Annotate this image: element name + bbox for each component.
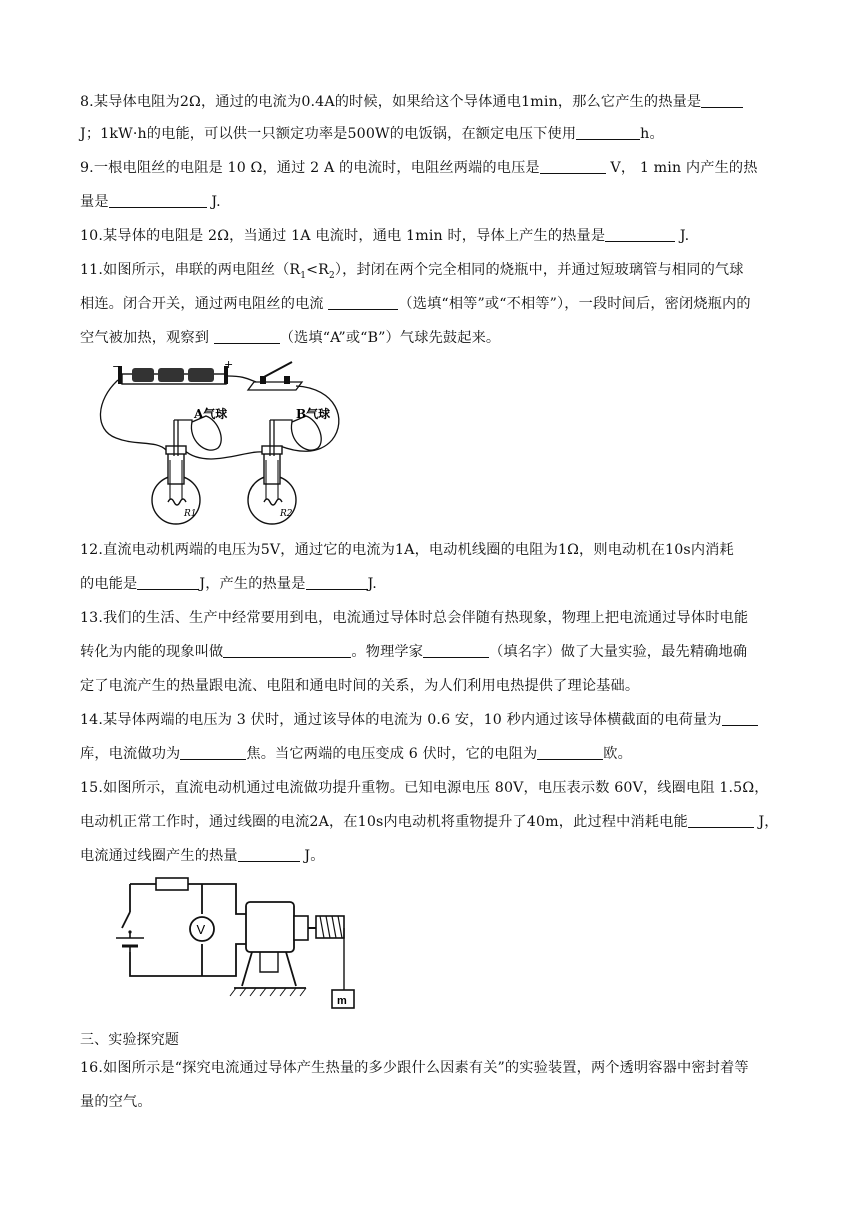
q9-text-2: V， 1 min 内产生的热 — [605, 160, 758, 176]
wire-4 — [184, 450, 262, 459]
q16-line-2 — [80, 1092, 780, 1112]
q15-blank-2[interactable] — [238, 847, 300, 862]
q10-text-2: J. — [675, 228, 690, 244]
wire-2 — [228, 376, 256, 382]
q12-line-2 — [80, 574, 780, 594]
q12-blank-2[interactable] — [306, 575, 368, 590]
q13-text-3: 。物理学家 — [351, 644, 424, 660]
q8-line-2 — [80, 124, 780, 144]
q13-line-3 — [80, 676, 780, 696]
q9-blank-2[interactable] — [109, 193, 207, 208]
q14-blank-3[interactable] — [537, 745, 603, 760]
q13-text-4: （填名字）做了大量实验，最先精确地确 — [489, 644, 748, 660]
q15-text-3: J， — [753, 814, 779, 830]
q14-line-1 — [80, 710, 780, 730]
q8-text: 8.某导体电阻为2Ω，通过的电流为0.4A的时候，如果给这个导体通电1min，那么它产生的热量是 — [80, 94, 702, 110]
q12-text-3: J，产生的热量是 — [199, 576, 306, 592]
q14-line-2 — [80, 744, 780, 764]
q16-text-2: 量的空气。 — [80, 1094, 152, 1110]
q15-text-4: 电流通过线圈产生的热量 — [80, 848, 238, 864]
section-3-text: 三、实验探究题 — [80, 1032, 180, 1048]
q15-line-1 — [80, 778, 780, 798]
balloon-b — [291, 416, 321, 450]
minus-label: − — [112, 360, 122, 373]
q9-line-2 — [80, 192, 780, 212]
q13-line-1 — [80, 608, 780, 628]
q14-text: 14.某导体两端的电压为 3 伏时，通过该导体的电流为 0.6 安，10 秒内通过该导体横截面的电荷量为 — [80, 712, 722, 728]
q10-line-1 — [80, 226, 780, 246]
q11-blank-1[interactable] — [328, 295, 398, 310]
q11-circuit-figure — [96, 360, 356, 528]
q12-blank-1[interactable] — [137, 575, 199, 590]
q11-line-2 — [80, 294, 780, 314]
q14-blank-1[interactable] — [722, 711, 758, 726]
q8-line-1 — [80, 92, 780, 112]
q11-text-6: 空气被加热，观察到 — [80, 330, 214, 346]
battery-pack — [112, 360, 233, 384]
q11-blank-2[interactable] — [214, 329, 280, 344]
q15-text: 15.如图所示，直流电动机通过电流做功提升重物。已知电源电压 80V，电压表示数 60V，线圈电阻 1.5Ω， — [80, 780, 769, 796]
q10-blank[interactable] — [605, 227, 675, 242]
q11-text-2: <R — [306, 262, 329, 278]
q11-text: 11.如图所示，串联的两电阻丝（R — [80, 262, 301, 278]
q11-sub-2: 2 — [329, 270, 335, 281]
q8-text-3: h。 — [640, 126, 664, 142]
q13-blank-1[interactable] — [223, 643, 351, 658]
mass-label: m — [337, 995, 347, 1007]
q15-line-3 — [80, 846, 780, 866]
motor-circuit-wires — [130, 884, 246, 976]
voltmeter-label: V — [196, 922, 206, 937]
q9-text: 9.一根电阻丝的电阻是 10 Ω，通过 2 A 的电流时，电阻丝两端的电压是 — [80, 160, 540, 176]
q13-text: 13.我们的生活、生产中经常要用到电，电流通过导体时总会伴随有热现象，物理上把电流通过导体时电能 — [80, 610, 749, 626]
q13-blank-2[interactable] — [423, 643, 489, 658]
q10-text: 10.某导体的电阻是 2Ω，当通过 1A 电流时，通电 1min 时，导体上产生的热量是 — [80, 228, 606, 244]
q9-line-1 — [80, 158, 780, 178]
q11-line-3 — [80, 328, 780, 348]
section-3-title — [80, 1030, 780, 1050]
q16-text: 16.如图所示是“探究电流通过导体产生热量的多少跟什么因素有关”的实验装置，两个透明容器中密封着等 — [80, 1060, 749, 1076]
plus-label: + — [224, 360, 234, 371]
q14-blank-2[interactable] — [180, 745, 246, 760]
resistor — [156, 878, 188, 890]
q11-text-4: 相连。闭合开关，通过两电阻丝的电流 — [80, 296, 329, 312]
q14-text-3: 焦。当它两端的电压变成 6 伏时，它的电阻为 — [246, 746, 538, 762]
motor — [230, 902, 316, 996]
q8-text-2: J；1kW·h的电能，可以供一只额定功率是500W的电饭锅，在额定电压下使用 — [80, 126, 577, 142]
q11-line-1 — [80, 260, 780, 286]
q9-blank-1[interactable] — [540, 159, 606, 174]
q15-line-2 — [80, 812, 780, 832]
q11-text-7: （选填“A”或“B”）气球先鼓起来。 — [279, 330, 501, 346]
winch-drum — [316, 916, 344, 990]
q8-blank-1[interactable] — [701, 93, 743, 108]
switch — [248, 362, 302, 390]
q15-text-2: 电动机正常工作时，通过线圈的电流2A，在10s内电动机将重物提升了40m，此过程中消耗电能 — [80, 814, 688, 830]
q12-text-2: 的电能是 — [80, 576, 138, 592]
r1-label: R1 — [184, 509, 197, 519]
q8-blank-2[interactable] — [576, 125, 640, 140]
balloon-b-label: B气球 — [296, 407, 331, 421]
q12-line-1 — [80, 540, 780, 560]
q15-blank-1[interactable] — [688, 813, 754, 828]
q9-text-4: J. — [206, 194, 221, 210]
q14-text-4: 欧。 — [603, 746, 632, 762]
wire-1 — [100, 380, 166, 450]
q11-sub-1: 1 — [300, 270, 307, 281]
q15-motor-figure — [110, 872, 360, 1014]
q14-text-2: 库，电流做功为 — [80, 746, 181, 762]
q16-line-1 — [80, 1058, 780, 1078]
flask-b — [248, 420, 296, 524]
q9-text-3: 量是 — [80, 194, 109, 210]
r2-label: R2 — [280, 509, 293, 519]
balloon-a-label: A气球 — [194, 407, 228, 421]
q15-text-5: J。 — [299, 848, 325, 864]
balloon-a — [191, 416, 221, 450]
q13-text-2: 转化为内能的现象叫做 — [80, 644, 224, 660]
q12-text-4: J. — [367, 576, 377, 592]
q11-text-3: ），封闭在两个完全相同的烧瓶中，并通过短玻璃管与相同的气球 — [334, 262, 744, 278]
q11-text-5: （选填“相等”或“不相等”），一段时间后，密闭烧瓶内的 — [398, 296, 751, 312]
q12-text: 12.直流电动机两端的电压为5V，通过它的电流为1A，电动机线圈的电阻为1Ω，则电动机在10s内消耗 — [80, 542, 734, 558]
switch-lever — [122, 912, 130, 928]
q13-line-2 — [80, 642, 780, 662]
q13-text-5: 定了电流产生的热量跟电流、电阻和通电时间的关系，为人们利用电热提供了理论基础。 — [80, 678, 640, 694]
